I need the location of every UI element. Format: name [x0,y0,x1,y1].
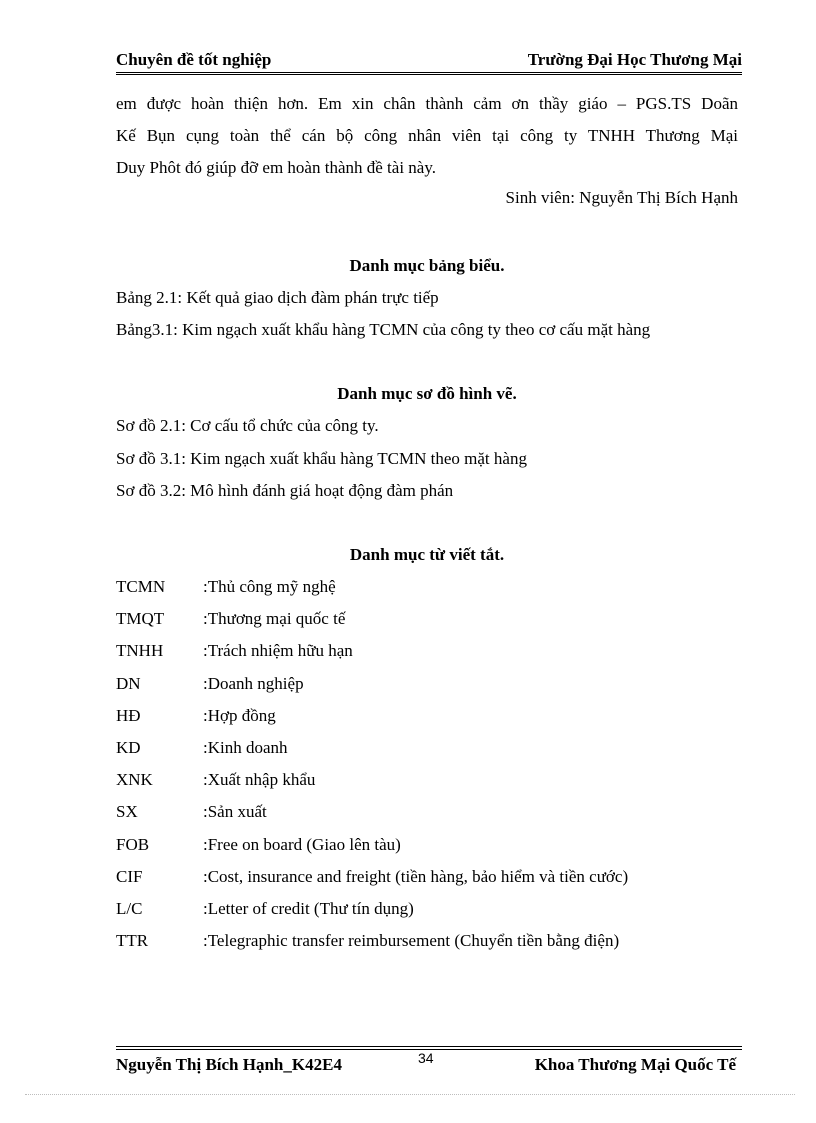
abbreviation-code: HĐ [116,706,141,725]
abbreviation-definition: :Sản xuất [203,802,267,821]
diagram-list-item: Sơ đồ 3.1: Kim ngạch xuất khẩu hàng TCMN theo mặt hàng [116,449,527,468]
abbreviation-definition: :Telegraphic transfer reimbursement (Chuyển tiền bằng điện) [203,931,620,950]
acknowledgement-paragraph [116,88,738,184]
abbreviation-code: TCMN [116,577,166,596]
page-break-divider [25,1094,795,1095]
abbreviation-code: FOB [116,835,150,854]
diagram-list-item: Sơ đồ 2.1: Cơ cấu tổ chức của công ty. [116,416,379,435]
table-list-item: Bảng 2.1: Kết quả giao dịch đàm phán trực tiếp [116,288,439,307]
footer-author: Nguyễn Thị Bích Hạnh_K42E4 [116,1055,342,1074]
abbreviation-definition: :Letter of credit (Thư tín dụng) [203,899,414,918]
abbreviation-code: TMQT [116,609,165,628]
diagrams-heading: Danh mục sơ đồ hình vẽ. [337,384,517,403]
abbreviation-code: XNK [116,770,153,789]
tables-heading: Danh mục bảng biểu. [349,256,505,275]
abbreviation-code: TNHH [116,641,164,660]
footer-faculty: Khoa Thương Mại Quốc Tế [534,1055,736,1074]
student-signature: Sinh viên: Nguyễn Thị Bích Hạnh [505,188,738,207]
abbreviation-definition: :Kinh doanh [203,738,288,757]
paragraph-line: em được hoàn thiện hơn. Em xin chân thành cảm ơn thầy giáo – PGS.TS Doãn [116,94,738,113]
abbreviation-definition: :Hợp đồng [203,706,276,725]
page-header [116,50,742,72]
page-number: 34 [418,1050,434,1066]
footer-rule [116,1046,742,1047]
abbreviation-definition: :Trách nhiệm hữu hạn [203,641,353,660]
abbreviation-definition: :Free on board (Giao lên tàu) [203,835,401,854]
abbreviation-definition: :Thủ công mỹ nghệ [203,577,336,596]
abbreviation-definition: :Thương mại quốc tế [203,609,346,628]
abbreviation-definition: :Xuất nhập khẩu [203,770,316,789]
paragraph-line: Kế Bụn cụng toàn thể cán bộ công nhân viên tại công ty TNHH Thương Mại [116,126,738,145]
paragraph-line: Duy Phôt đó giúp đỡ em hoàn thành đề tài này. [116,158,436,177]
header-title-left: Chuyên đề tốt nghiệp [116,50,272,69]
diagram-list-item: Sơ đồ 3.2: Mô hình đánh giá hoạt động đàm phán [116,481,454,500]
abbreviation-code: KD [116,738,141,757]
abbreviation-code: L/C [116,899,143,918]
header-rule [116,72,742,73]
table-list-item: Bảng3.1: Kim ngạch xuất khẩu hàng TCMN của công ty theo cơ cấu mặt hàng [116,320,651,339]
header-title-right: Trường Đại Học Thương Mại [527,50,742,69]
abbreviation-definition: :Doanh nghiệp [203,674,304,693]
abbreviations-heading: Danh mục từ viết tắt. [349,545,505,564]
abbreviation-definition: :Cost, insurance and freight (tiền hàng, bảo hiểm và tiền cước) [203,867,629,886]
abbreviation-code: SX [116,802,138,821]
abbreviation-code: CIF [116,867,143,886]
header-rule-double [116,74,742,75]
abbreviation-code: TTR [116,931,149,950]
abbreviation-code: DN [116,674,141,693]
